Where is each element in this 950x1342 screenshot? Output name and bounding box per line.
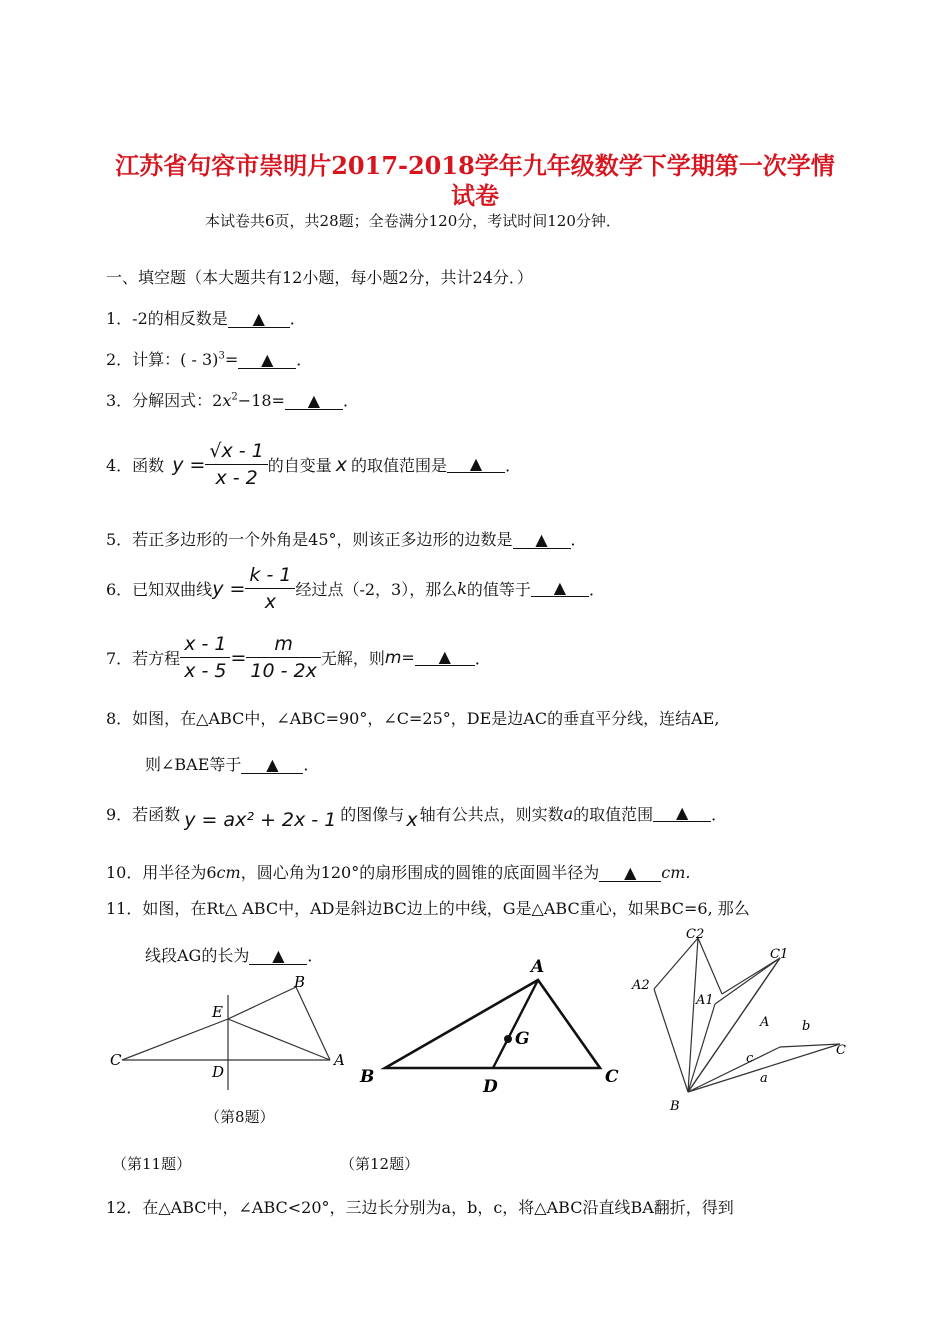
question-12: 12．在△ABC中，∠ABC<20°，三边长分别为a，b，c，将△ABC沿直线BA翻折，得到 — [106, 1198, 734, 1217]
answer-blank[interactable]: ▲ — [415, 649, 475, 666]
label-A: A — [760, 1015, 770, 1030]
question-8-line-1: 8．如图，在△ABC中，∠ABC=90°，∠C=25°，DE是边AC的垂直平分线，连结AE, — [106, 709, 720, 728]
question-11-line-2: 线段AG的长为 ▲ ． — [145, 946, 324, 965]
fraction: $\frac{m}{10 - 2x}$ — [246, 631, 320, 684]
answer-blank[interactable]: ▲ — [228, 311, 290, 328]
caption-q12: （第12题） — [340, 1155, 420, 1173]
label-B: B — [360, 1067, 375, 1087]
figure-q12 — [620, 922, 860, 1117]
fraction: $\frac{k - 1}{x}$ — [245, 562, 295, 615]
figure-q8 — [100, 965, 360, 1095]
caption-q11: （第11题） — [112, 1155, 192, 1173]
answer-blank[interactable]: ▲ — [599, 865, 661, 882]
label-A2: A2 — [632, 978, 650, 993]
answer-blank[interactable]: ▲ — [241, 757, 303, 774]
label-A: A — [334, 1051, 345, 1069]
label-a: a — [760, 1071, 768, 1086]
answer-blank[interactable]: ▲ — [285, 393, 343, 410]
title-line-1: 江苏省句容市崇明片2017-2018学年九年级数学下学期第一次学情 — [115, 151, 835, 180]
question-5: 5．若正多边形的一个外角是45°，则该正多边形的边数是 ▲ ． — [106, 530, 587, 549]
caption-q8: （第8题） — [205, 1108, 275, 1126]
label-B: B — [294, 973, 306, 991]
title-line-2: 试卷 — [451, 181, 499, 210]
label-C2: C2 — [686, 927, 705, 942]
answer-blank[interactable]: ▲ — [249, 948, 307, 965]
label-C1: C1 — [770, 947, 789, 962]
question-2: 2．计算：( - 3)$^3$= ▲ ． — [106, 350, 313, 369]
label-C: C — [110, 1051, 122, 1069]
question-10: 10．用半径为6cm，圆心角为120°的扇形围成的圆锥的底面圆半径为 ▲ cm. — [106, 863, 691, 882]
question-3: 3．分解因式：$2x^2-18=$ ▲ ． — [106, 391, 359, 410]
question-1: 1．-2的相反数是 ▲ ． — [106, 309, 306, 328]
fraction: $\frac{x - 1}{x - 5}$ — [180, 631, 230, 684]
figure-q11 — [355, 950, 635, 1100]
question-11-line-1: 11．如图，在Rt△ ABC中，AD是斜边BC边上的中线，G是△ABC重心，如果BC=6, 那么 — [106, 899, 750, 918]
question-4: 4．函数 y = $\frac{√x - 1}{x - 2}$ 的自变量 x 的取值范围是 ▲ ． — [106, 440, 522, 489]
label-C: C — [836, 1043, 846, 1058]
label-B: B — [670, 1099, 680, 1114]
label-C: C — [605, 1067, 619, 1087]
label-G: G — [515, 1029, 530, 1049]
section-heading: 一、填空题（本大题共有12小题，每小题2分，共计24分．） — [106, 268, 533, 287]
question-7: 7．若方程 $\frac{x - 1}{x - 5}$ = $\frac{m}{10 - 2x}$ 无解，则 m = ▲ ． — [106, 633, 491, 682]
question-9: 9．若函数 y = ax² + 2x - 1 的图像与 x 轴有公共点，则实数 a 的取值范围 ▲ ． — [106, 802, 728, 831]
answer-blank[interactable]: ▲ — [531, 580, 589, 597]
answer-blank[interactable]: ▲ — [238, 352, 296, 369]
label-A: A — [531, 957, 545, 977]
label-A1: A1 — [696, 993, 714, 1008]
answer-blank[interactable]: ▲ — [653, 805, 711, 822]
label-c: c — [746, 1051, 754, 1066]
answer-blank[interactable]: ▲ — [447, 456, 505, 473]
exam-info: 本试卷共6页，共28题；全卷满分120分，考试时间120分钟． — [205, 212, 621, 230]
label-D: D — [483, 1077, 498, 1097]
answer-blank[interactable]: ▲ — [513, 532, 571, 549]
fraction: $\frac{√x - 1}{x - 2}$ — [205, 438, 267, 491]
question-8-line-2: 则∠BAE等于 ▲ ． — [145, 755, 320, 774]
label-E: E — [212, 1003, 223, 1021]
label-b: b — [802, 1019, 811, 1034]
label-D: D — [212, 1063, 225, 1081]
question-6: 6．已知双曲线 y = $\frac{k - 1}{x}$ 经过点（-2，3），那么 k 的值等于 ▲ ． — [106, 564, 605, 613]
